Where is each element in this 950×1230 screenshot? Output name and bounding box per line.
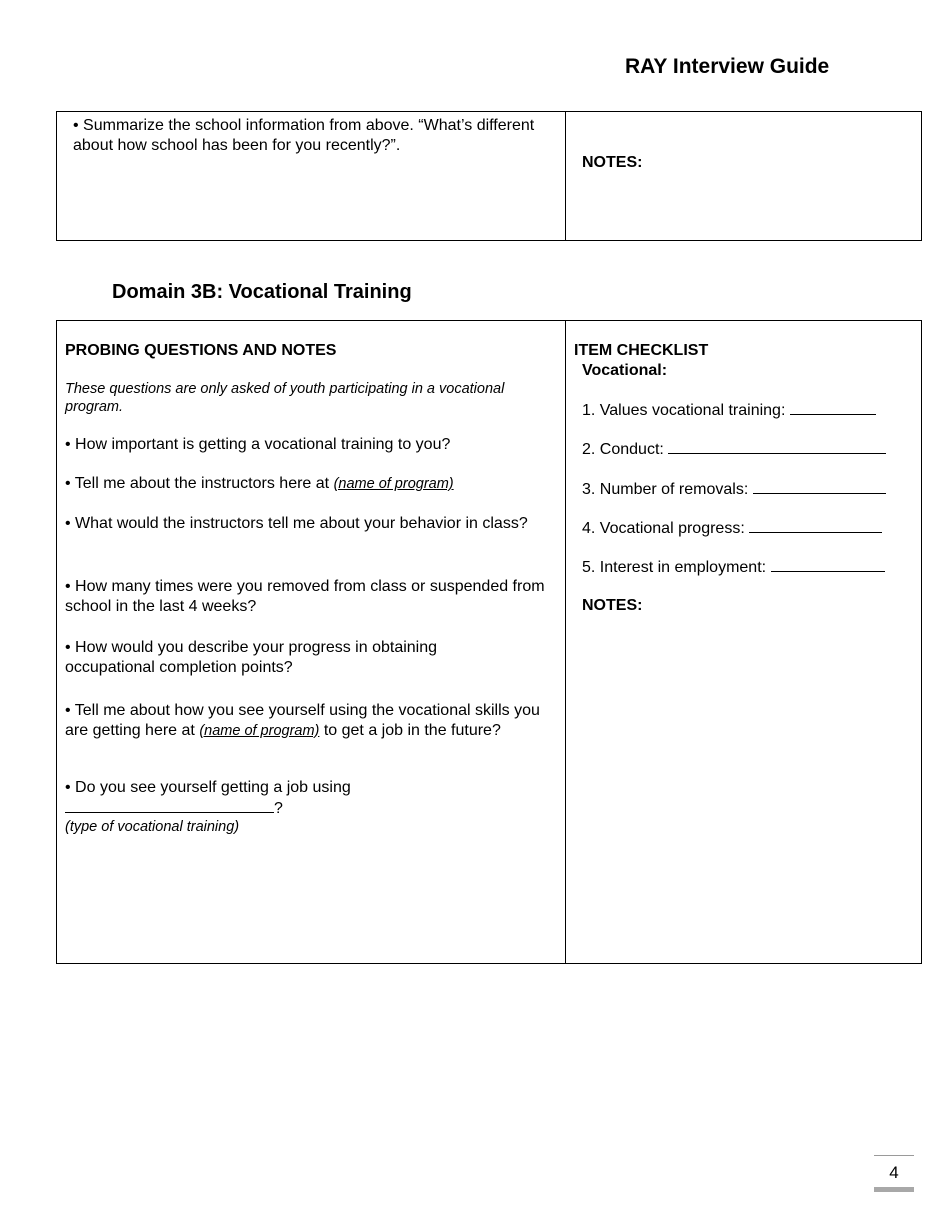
school-summary-table — [56, 111, 922, 241]
checklist-item-2 — [582, 439, 886, 460]
checklist-item-label: 1. Values vocational training: — [582, 402, 786, 419]
school-summary-notes-cell — [566, 112, 921, 240]
question-6 — [65, 701, 557, 741]
probing-heading: PROBING QUESTIONS AND NOTES — [65, 342, 337, 359]
question-7-blank-line — [65, 798, 557, 819]
answer-blank — [753, 479, 886, 494]
answer-blank — [790, 400, 876, 415]
answer-blank — [65, 798, 274, 813]
question-5: • How would you describe your progress in obtaining occupational completion points? — [65, 639, 438, 676]
program-name-ref: (name of program) — [333, 476, 454, 492]
answer-blank — [771, 557, 885, 572]
checklist-item-label: 5. Interest in employment: — [582, 559, 767, 576]
checklist-notes-label: NOTES: — [582, 597, 643, 614]
checklist-subheading: Vocational: — [582, 362, 668, 379]
question-7-end: ? — [274, 800, 283, 817]
page-number-box — [874, 1155, 914, 1192]
question-7: • Do you see yourself getting a job using — [65, 779, 351, 796]
question-1: • How important is getting a vocational training to you? — [65, 436, 451, 453]
question-6-suffix: to get a job in the future? — [319, 721, 501, 739]
school-summary-prompt: • Summarize the school information from above. “What’s different about how school has been for you recently?”. — [73, 117, 535, 154]
answer-blank — [668, 439, 886, 454]
checklist-heading: ITEM CHECKLIST — [574, 342, 709, 359]
section-title: Domain 3B: Vocational Training — [112, 281, 412, 303]
question-2 — [65, 474, 560, 495]
checklist-item-label: 2. Conduct: — [582, 441, 664, 458]
probing-questions-cell — [57, 321, 566, 963]
question-2-text: • Tell me about the instructors here at — [65, 475, 334, 492]
question-4: • How many times were you removed from class or suspended from school in the last 4 weeks? — [65, 578, 545, 615]
checklist-item-5 — [582, 557, 885, 578]
document-header-title: RAY Interview Guide — [625, 55, 830, 78]
probing-intro: These questions are only asked of youth participating in a vocational program. — [65, 381, 505, 415]
question-7-note: (type of vocational training) — [65, 819, 240, 835]
question-3: • What would the instructors tell me about your behavior in class? — [65, 515, 528, 532]
checklist-item-label: 4. Vocational progress: — [582, 520, 745, 537]
question-6-text: • Tell me about how you see yourself using the vocational skills you are getting here at — [65, 702, 540, 739]
notes-label: NOTES: — [582, 154, 643, 171]
checklist-item-1 — [582, 400, 876, 421]
vocational-training-table — [56, 320, 922, 964]
school-summary-prompt-cell — [57, 112, 566, 240]
program-name-ref: (name of program) — [199, 722, 320, 739]
page-number-bar — [874, 1187, 914, 1192]
checklist-item-3 — [582, 479, 886, 500]
answer-blank — [749, 518, 882, 533]
checklist-item-4 — [582, 518, 882, 539]
item-checklist-cell — [566, 321, 921, 963]
page-number: 4 — [889, 1163, 899, 1182]
checklist-item-label: 3. Number of removals: — [582, 481, 749, 498]
